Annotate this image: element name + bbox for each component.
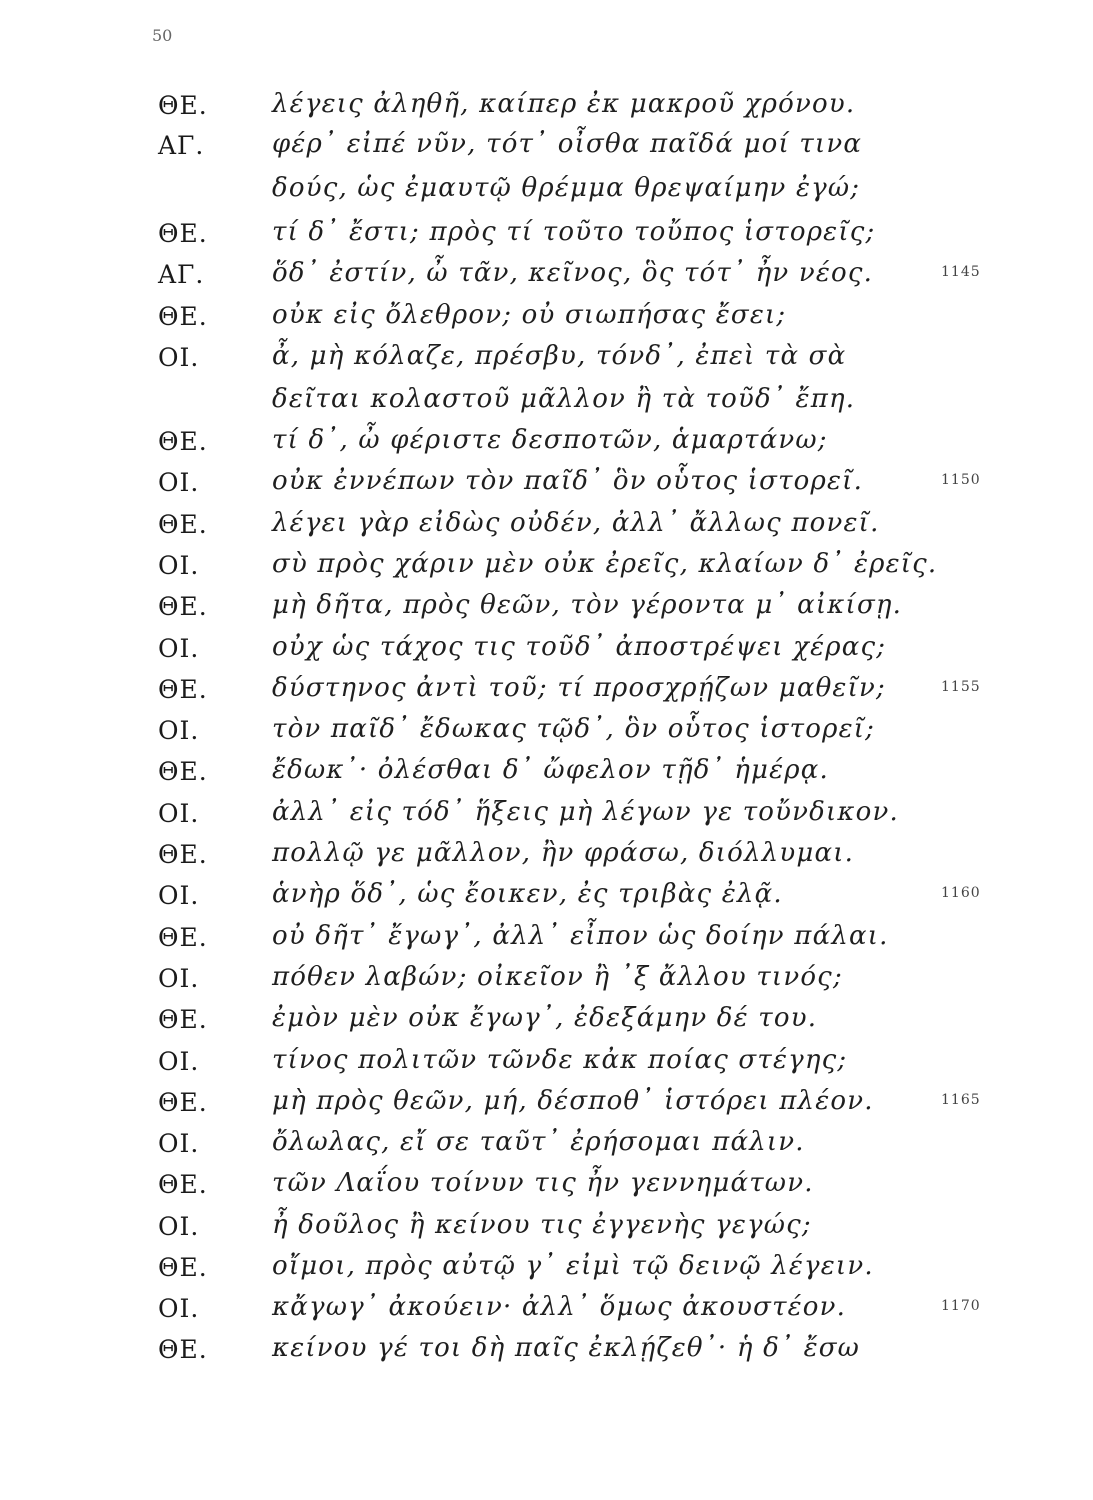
- verse-line: [0, 87, 1093, 125]
- verse-line: [0, 877, 1093, 915]
- speaker-label: ΟΙ.: [158, 964, 200, 993]
- verse-line: [0, 423, 1093, 461]
- speaker-label: ΘΕ.: [158, 675, 208, 704]
- speaker-label: ΘΕ.: [158, 592, 208, 621]
- verse-text: ἆ, μὴ κόλαζε, πρέσβυ, τόνδ᾽, ἐπεὶ τὰ σὰ: [272, 341, 847, 371]
- speaker-label: ΟΙ.: [158, 1047, 200, 1076]
- line-number: 1165: [941, 1092, 981, 1108]
- verse-text: ὄλωλας, εἴ σε ταῦτ᾽ ἐρήσομαι πάλιν.: [272, 1127, 805, 1157]
- speaker-label: ΘΕ.: [158, 91, 208, 120]
- speaker-label: ΘΕ.: [158, 510, 208, 539]
- verse-text: δούς, ὡς ἐμαυτῷ θρέμμα θρεψαίμην ἐγώ;: [272, 173, 861, 203]
- verse-line: [0, 1166, 1093, 1204]
- verse-text: ὅδ᾽ ἐστίν, ὦ τᾶν, κεῖνος, ὃς τότ᾽ ἦν νέος.: [272, 258, 874, 288]
- verse-line: [0, 588, 1093, 626]
- verse-line: [0, 382, 1093, 420]
- speaker-label: ΟΙ.: [158, 1129, 200, 1158]
- verse-line: [0, 753, 1093, 791]
- page-number: 50: [152, 26, 173, 45]
- verse-line: [0, 1125, 1093, 1163]
- speaker-label: ΟΙ.: [158, 716, 200, 745]
- verse-line: [0, 1249, 1093, 1287]
- speaker-label: ΘΕ.: [158, 219, 208, 248]
- verse-line: [0, 919, 1093, 957]
- speaker-label: ΘΕ.: [158, 1005, 208, 1034]
- verse-text: ἔδωκ᾽· ὀλέσθαι δ᾽ ὤφελον τῇδ᾽ ἡμέρᾳ.: [272, 755, 829, 785]
- verse-text: ἀλλ᾽ εἰς τόδ᾽ ἥξεις μὴ λέγων γε τοὔνδικον.: [272, 797, 899, 827]
- verse-text: οἴμοι, πρὸς αὐτῷ γ᾽ εἰμὶ τῷ δεινῷ λέγειν.: [272, 1251, 874, 1281]
- verse-line: [0, 795, 1093, 833]
- speaker-label: ΟΙ.: [158, 881, 200, 910]
- verse-line: [0, 630, 1093, 668]
- verse-text: κἄγωγ᾽ ἀκούειν· ἀλλ᾽ ὅμως ἀκουστέον.: [272, 1292, 847, 1322]
- verse-text: κείνου γέ τοι δὴ παῖς ἐκλῄζεθ᾽· ἡ δ᾽ ἔσω: [272, 1333, 861, 1363]
- verse-text: μὴ δῆτα, πρὸς θεῶν, τὸν γέροντα μ᾽ αἰκίσῃ.: [272, 590, 903, 620]
- speaker-label: ΘΕ.: [158, 757, 208, 786]
- verse-text: σὺ πρὸς χάριν μὲν οὐκ ἐρεῖς, κλαίων δ᾽ ἐρεῖς.: [272, 549, 938, 579]
- speaker-label: ΘΕ.: [158, 1335, 208, 1364]
- verse-text: τίνος πολιτῶν τῶνδε κἀκ ποίας στέγης;: [272, 1045, 848, 1075]
- verse-line: [0, 836, 1093, 874]
- verse-text: τὸν παῖδ᾽ ἔδωκας τῷδ᾽, ὃν οὗτος ἱστορεῖ;: [272, 714, 876, 744]
- speaker-label: ΘΕ.: [158, 427, 208, 456]
- speaker-label: ΘΕ.: [158, 1088, 208, 1117]
- speaker-label: ΑΓ.: [158, 260, 205, 289]
- speaker-label: ΟΙ.: [158, 1294, 200, 1323]
- verse-text: δύστηνος ἀντὶ τοῦ; τί προσχρῄζων μαθεῖν;: [272, 673, 886, 703]
- line-number: 1150: [941, 472, 981, 488]
- verse-text: τῶν Λαΐου τοίνυν τις ἦν γεννημάτων.: [272, 1168, 814, 1198]
- verse-line: [0, 171, 1093, 209]
- verse-line: [0, 1001, 1093, 1039]
- verse-line: [0, 506, 1093, 544]
- verse-line: [0, 256, 1093, 294]
- verse-line: [0, 1043, 1093, 1081]
- verse-line: [0, 464, 1093, 502]
- speaker-label: ΟΙ.: [158, 1212, 200, 1241]
- verse-line: [0, 1290, 1093, 1328]
- verse-text: πολλῷ γε μᾶλλον, ἢν φράσω, διόλλυμαι.: [272, 838, 855, 868]
- verse-line: [0, 215, 1093, 253]
- verse-line: [0, 671, 1093, 709]
- speaker-label: ΘΕ.: [158, 1253, 208, 1282]
- verse-line: [0, 960, 1093, 998]
- line-number: 1145: [941, 264, 981, 280]
- verse-text: δεῖται κολαστοῦ μᾶλλον ἢ τὰ τοῦδ᾽ ἔπη.: [272, 384, 856, 414]
- verse-text: πόθεν λαβών; οἰκεῖον ἢ ᾽ξ ἄλλου τινός;: [272, 962, 843, 992]
- speaker-label: ΑΓ.: [158, 131, 205, 160]
- speaker-label: ΟΙ.: [158, 799, 200, 828]
- speaker-label: ΘΕ.: [158, 923, 208, 952]
- verse-line: [0, 547, 1093, 585]
- verse-text: μὴ πρὸς θεῶν, μή, δέσποθ᾽ ἱστόρει πλέον.: [272, 1086, 874, 1116]
- verse-text: λέγεις ἀληθῆ, καίπερ ἐκ μακροῦ χρόνου.: [272, 89, 856, 119]
- speaker-label: ΟΙ.: [158, 634, 200, 663]
- verse-line: [0, 1331, 1093, 1369]
- speaker-label: ΘΕ.: [158, 1170, 208, 1199]
- verse-text: οὐκ ἐννέπων τὸν παῖδ᾽ ὃν οὗτος ἱστορεῖ.: [272, 466, 864, 496]
- line-number: 1155: [941, 679, 981, 695]
- verse-text: ἦ δοῦλος ἢ κείνου τις ἐγγενὴς γεγώς;: [272, 1210, 812, 1240]
- verse-line: [0, 712, 1093, 750]
- verse-text: τί δ᾽, ὦ φέριστε δεσποτῶν, ἁμαρτάνω;: [272, 425, 828, 455]
- verse-text: φέρ᾽ εἰπέ νῦν, τότ᾽ οἶσθα παῖδά μοί τινα: [272, 129, 863, 159]
- speaker-label: ΟΙ.: [158, 551, 200, 580]
- verse-text: οὐκ εἰς ὄλεθρον; οὐ σιωπήσας ἔσει;: [272, 300, 787, 330]
- speaker-label: ΟΙ.: [158, 468, 200, 497]
- verse-text: οὐχ ὡς τάχος τις τοῦδ᾽ ἀποστρέψει χέρας;: [272, 632, 887, 662]
- verse-line: [0, 1084, 1093, 1122]
- speaker-label: ΘΕ.: [158, 840, 208, 869]
- verse-text: ἁνὴρ ὅδ᾽, ὡς ἔοικεν, ἐς τριβὰς ἐλᾷ.: [272, 879, 783, 909]
- line-number: 1160: [941, 885, 981, 901]
- verse-line: [0, 298, 1093, 336]
- speaker-label: ΟΙ.: [158, 343, 200, 372]
- verse-line: [0, 1208, 1093, 1246]
- line-number: 1170: [941, 1298, 981, 1314]
- verse-text: τί δ᾽ ἔστι; πρὸς τί τοῦτο τοὔπος ἱστορεῖς;: [272, 217, 876, 247]
- verse-text: λέγει γὰρ εἰδὼς οὐδέν, ἀλλ᾽ ἄλλως πονεῖ.: [272, 508, 880, 538]
- verse-line: [0, 127, 1093, 165]
- verse-text: ἐμὸν μὲν οὐκ ἔγωγ᾽, ἐδεξάμην δέ του.: [272, 1003, 818, 1033]
- verse-line: [0, 339, 1093, 377]
- speaker-label: ΘΕ.: [158, 302, 208, 331]
- verse-text: οὐ δῆτ᾽ ἔγωγ᾽, ἀλλ᾽ εἶπον ὡς δοίην πάλαι.: [272, 921, 889, 951]
